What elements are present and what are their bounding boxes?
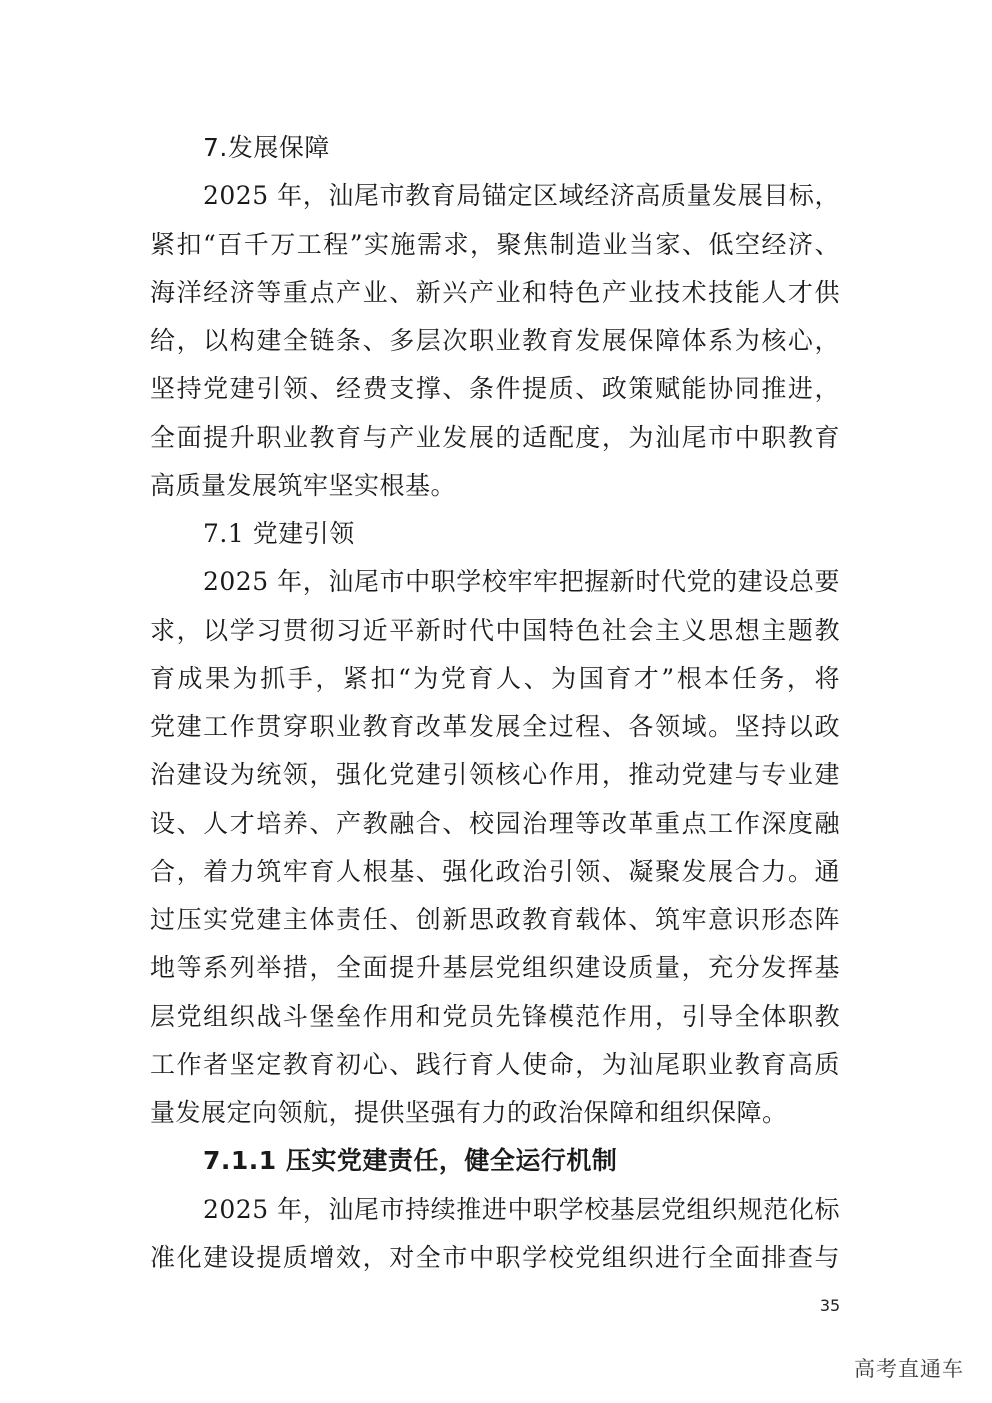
paragraph-line: 紧扣“百千万工程”实施需求，聚焦制造业当家、低空经济、	[150, 230, 840, 259]
paragraph-line: 海洋经济等重点产业、新兴产业和特色产业技术技能人才供	[150, 278, 840, 307]
paragraph-line: 合，着力筑牢育人根基、强化政治引领、凝聚发展合力。通	[150, 857, 840, 886]
paragraph-line: 2025 年，汕尾市中职学校牢牢把握新时代党的建设总要	[203, 567, 840, 596]
section-7-heading: 7.发展保障	[203, 133, 330, 162]
page-number: 35	[819, 1296, 841, 1315]
paragraph-line: 治建设为统领，强化党建引领核心作用，推动党建与专业建	[150, 760, 840, 789]
section-7-1-1-heading: 7.1.1 压实党建责任，健全运行机制	[203, 1146, 618, 1175]
paragraph-line: 过压实党建主体责任、创新思政教育载体、筑牢意识形态阵	[150, 905, 840, 934]
paragraph-line: 设、人才培养、产教融合、校园治理等改革重点工作深度融	[150, 809, 840, 838]
paragraph-line: 2025 年，汕尾市持续推进中职学校基层党组织规范化标	[203, 1195, 840, 1224]
paragraph-line: 求，以学习贯彻习近平新时代中国特色社会主义思想主题教	[150, 616, 840, 645]
paragraph-line: 地等系列举措，全面提升基层党组织建设质量，充分发挥基	[150, 953, 840, 982]
paragraph-line: 层党组织战斗堡垒作用和党员先锋模范作用，引导全体职教	[150, 1002, 840, 1031]
section-7-1-heading: 7.1 党建引领	[203, 519, 355, 548]
paragraph-line: 工作者坚定教育初心、践行育人使命，为汕尾职业教育高质	[150, 1050, 840, 1079]
paragraph-line: 育成果为抓手，紧扣“为党育人、为国育才”根本任务，将	[150, 664, 840, 693]
paragraph-line: 给，以构建全链条、多层次职业教育发展保障体系为核心，	[150, 326, 840, 355]
paragraph-line: 量发展定向领航，提供坚强有力的政治保障和组织保障。	[150, 1098, 788, 1127]
paragraph-line: 坚持党建引领、经费支撑、条件提质、政策赋能协同推进，	[150, 374, 840, 403]
paragraph-line: 2025 年，汕尾市教育局锚定区域经济高质量发展目标，	[203, 181, 840, 210]
paragraph-line: 高质量发展筑牢坚实根基。	[150, 471, 457, 500]
paragraph-line: 全面提升职业教育与产业发展的适配度，为汕尾市中职教育	[150, 423, 840, 452]
paragraph-line: 党建工作贯穿职业教育改革发展全过程、各领域。坚持以政	[150, 712, 840, 741]
watermark-text: 高考直通车	[854, 1357, 964, 1381]
paragraph-line: 准化建设提质增效，对全市中职学校党组织进行全面排查与	[150, 1243, 840, 1272]
